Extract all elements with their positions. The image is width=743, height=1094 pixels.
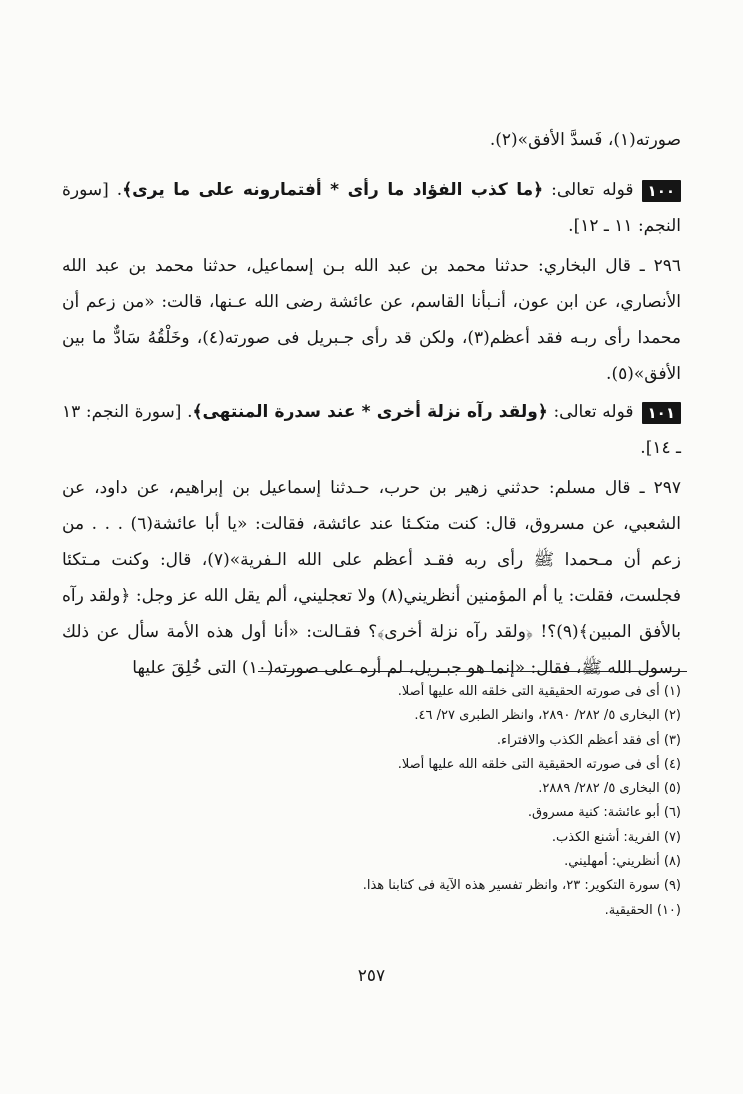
paragraph-hadith: ٢٩٧ ـ قال مسلم: حدثني زهير بن حرب، حـدثنا إسماعيل بن إبراهيم، عن داود، عن الشعبي، عن مسروق، قال: كنت متكـئا عند عائشة، فقالت: «يا أبا عائشة(٦) . . . من زعم أن مـحمدا ﷺ رأى ربه فقـد أعظم على الله الـفرية»(٧)، قال: وكنت مـتكئا فجلست، فقلت: يا أم المؤمنين أنظريني(٨) ولا تعجليني، ألم يقل الله عز وجل: ﴿ولقد رآه بالأفق المبين﴾(٩)؟! ﴿ولقد رآه نزلة أخرى﴾؟ فقـالت: «أنا أول هذه الأمة سأل عن ذلك رسول الله ﷺ، فقال: «إنما هو جبـريل، لم أره على صورته(١٠) التى خُلِقَ عليها [62,478,681,678]
heading-prefix: قوله تعالى: [547,402,634,422]
page-number: ٢٥٧ [357,966,386,986]
footnote: (٨) أنظريني: أمهليني. [564,854,681,870]
quran-verse: ﴿ما كذب الفؤاد ما رأى * أفتمارونه على ما يرى﴾ [122,180,544,200]
heading-suffix: . [سورة النجم: ١١ ـ ١٢]. [62,180,681,236]
paragraph-continuation: صورته(١)، فَسدَّ الأفق»(٢). [489,130,681,150]
quran-verse: ﴿ولقد رآه نزلة أخرى * عند سدرة المنتهى﴾ [192,402,548,422]
footnote: (٧) الفرية: أشنع الكذب. [551,829,681,845]
footnote: (٩) سورة التكوير: ٢٣، وانظر تفسير هذه الآية فى كتابنا هذا. [362,878,681,894]
footnote: (٢) البخارى ٥/ ٢٨٢/ ٢٨٩٠، وانظر الطبرى ٢٧/ ٤٦. [414,708,681,724]
footnote: (٤) أى فى صورته الحقيقية التى خلقه الله عليها أصلا. [397,756,681,772]
footnote: (١) أى فى صورته الحقيقية التى خلقه الله عليها أصلا. [397,684,681,699]
footnote-divider [258,671,687,672]
footnotes [241,680,681,923]
hadith-297 [62,434,681,722]
footnote: (٥) البخارى ٥/ ٢٨٢/ ٢٨٨٩. [538,781,681,797]
paragraph-hadith: ٢٩٦ ـ قال البخاري: حدثنا محمد بن عبد الله بـن إسماعيل، حدثنا محمد بن عبد الله الأنصاري، عن ابن عون، أنـبأنا القاسم، عن عائشة رضى الله عـنها، قالت: «من زعم أن محمدا رأى ربـه فقد أعظم(٣)، ولكن قد رأى جـبريل فى صورته(٤)، وخَلْقُهُ سَادٌّ ما بين الأفق»(٥). [62,256,681,384]
heading-number-badge: ١٠١ [642,402,681,424]
heading-prefix: قوله تعالى: [543,180,634,200]
heading-number-badge: ١٠٠ [642,180,681,202]
footnote: (١٠) الحقيقية. [604,902,681,918]
footnote: (٣) أى فقد أعظم الكذب والافتراء. [496,732,681,748]
footnote: (٦) أبو عائشة: كنية مسروق. [527,805,681,821]
heading-suffix: . [سورة النجم: ١٣ ـ ١٤]. [62,402,681,458]
